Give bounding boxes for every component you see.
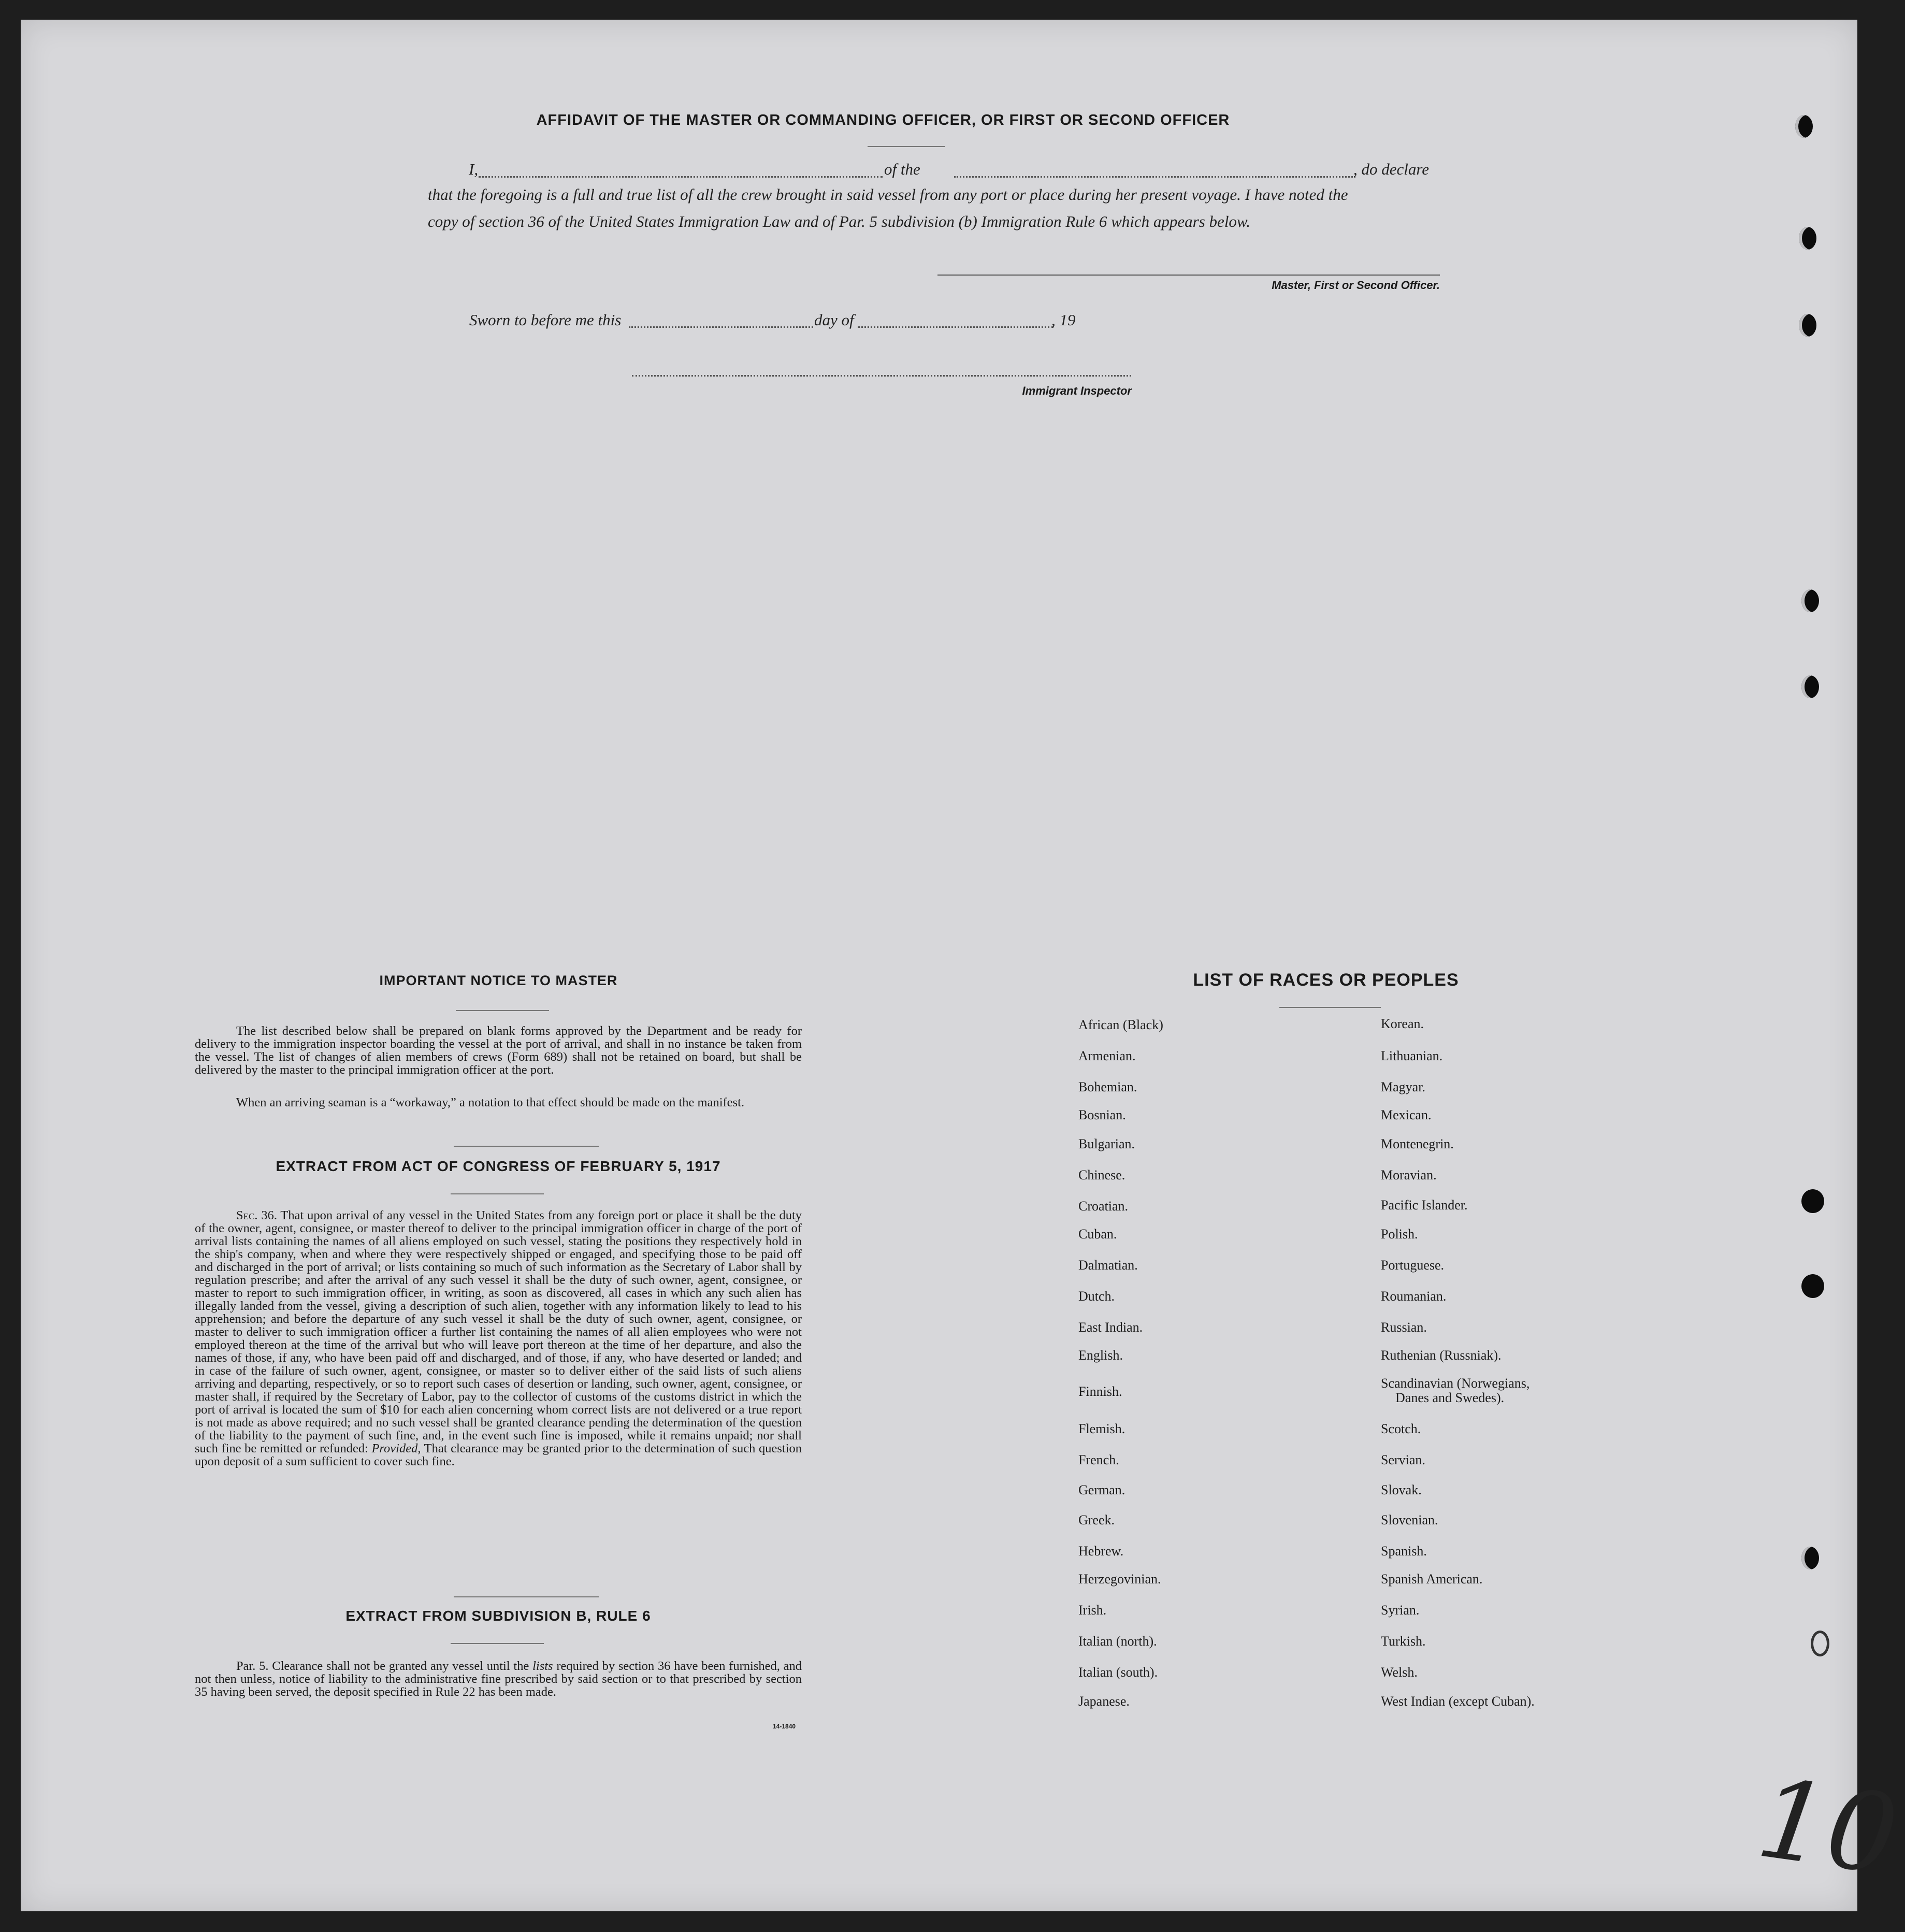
notice-paragraph-1: The list described below shall be prepared on blank forms approved by the Department and be ready for delivery to the immigration inspector boarding the vessel at the port of arrival, and shall in no instance be taken from the vessel. The list of changes of alien members of crews (Form 689) shall not be retained on board, but shall be delivered by the master to the principal immigration officer at the port. — [195, 1024, 802, 1077]
declarant-name-line — [479, 176, 883, 178]
declaration-line-3: copy of section 36 of the United States Immigration Law and of Par. 5 subdivision (b) Immigration Rule 6 which appears below. — [428, 212, 1251, 230]
race-item: Russian. — [1381, 1320, 1427, 1335]
race-item: Scotch. — [1381, 1421, 1421, 1436]
race-item: African (Black) — [1078, 1017, 1163, 1032]
rule-6-text — [195, 1660, 802, 1698]
master-signature-line — [937, 275, 1440, 276]
section-36-body: That upon arrival of any vessel in the United States from any foreign port or place it shall be the duty of the owner, agent, consignee, or master thereof to deliver to the principal immigration officer in charge of the port of arrival lists containing the names of all aliens employed on such vessel, stating the positions they respectively hold in the ship's company, when and where they were respectively shipped or engaged, and specifying those to be paid off and discharged in the port of arrival; or lists containing so much of such information as the Secretary of Labor shall by regulation prescribe; and after the arrival of any such vessel it shall be the duty of such owner, agent, consignee, or master to report to such immigration officer, in writing, as soon as discovered, all cases in which any such alien has illegally landed from the vessel, giving a description of such alien, together with any information likely to lead to his apprehension; and before the departure of any such vessel it shall be the duty of such owner, agent, consignee, or master to deliver to such immigration officer a further list containing the names of all alien employees who were not employed thereon at the time of the arrival but who will leave port thereon at the time of her departure, and also the names of those, if any, who have been paid off and discharged, and of those, if any, who have deserted or landed; and in case of the failure of such owner, agent, consignee, or master so to deliver either of the said lists of such aliens arriving and departing, respectively, or so to report such cases of desertion or landing, such owner, agent, consignee, or master shall, if required by the Secretary of Labor, pay to the collector of customs of the customs district in which the port of arrival is located the sum of $10 for each alien concerning whom correct lists are not delivered or a true report is not made as above required; and no such vessel shall be granted clearance pending the determination of the question of the liability to the payment of such fine, and, in the event such fine is imposed, while it remains unpaid; nor shall such fine be remitted or refunded: — [195, 1208, 802, 1455]
race-item: Magyar. — [1381, 1079, 1425, 1094]
race-item: Herzegovinian. — [1078, 1571, 1161, 1587]
sworn-label: Sworn to before me this — [469, 311, 622, 329]
races-title: LIST OF RACES OR PEOPLES — [1193, 970, 1459, 990]
race-item: Portuguese. — [1381, 1258, 1445, 1273]
race-item: Danes and Swedes). — [1395, 1390, 1505, 1405]
master-signature-label: Master, First or Second Officer. — [1272, 279, 1440, 292]
race-item: Italian (south). — [1078, 1665, 1158, 1680]
race-item: Greek. — [1078, 1512, 1115, 1527]
race-item: Montenegrin. — [1381, 1136, 1454, 1151]
form-number: 14-1840 — [773, 1723, 796, 1730]
binder-hole — [1799, 227, 1816, 250]
divider — [456, 1010, 549, 1011]
race-item: Scandinavian (Norwegians, — [1381, 1376, 1530, 1391]
race-item: Dalmatian. — [1078, 1258, 1138, 1273]
race-item: Ruthenian (Russniak). — [1381, 1348, 1502, 1363]
race-item: English. — [1078, 1348, 1123, 1363]
race-item: East Indian. — [1078, 1320, 1143, 1335]
race-item: Italian (north). — [1078, 1634, 1157, 1649]
inspector-signature-line — [632, 375, 1131, 377]
race-item: West Indian (except Cuban). — [1381, 1694, 1535, 1709]
sworn-day-line — [629, 326, 813, 328]
manifest-page — [21, 20, 1857, 1911]
page-number-mark: 10 — [1750, 1754, 1905, 1900]
binder-hole — [1811, 1631, 1829, 1656]
race-item: Finnish. — [1078, 1384, 1122, 1399]
notice-title: IMPORTANT NOTICE TO MASTER — [379, 973, 618, 988]
section-36-text — [195, 1209, 802, 1587]
sworn-month-line — [858, 326, 1053, 328]
race-item: Flemish. — [1078, 1421, 1125, 1436]
race-item: Spanish. — [1381, 1544, 1427, 1559]
race-item: Syrian. — [1381, 1603, 1420, 1618]
divider — [454, 1596, 599, 1597]
race-item: Bulgarian. — [1078, 1136, 1135, 1151]
race-item: Servian. — [1381, 1452, 1425, 1467]
section-36-end: That clearance may be granted prior to the determination of such question upon deposit of a sum sufficient to cover such fine. — [195, 1441, 802, 1468]
race-item: Turkish. — [1381, 1634, 1426, 1649]
binder-hole — [1801, 589, 1819, 612]
race-item: Hebrew. — [1078, 1544, 1124, 1559]
lists-word: lists — [532, 1659, 553, 1673]
race-item: Slovenian. — [1381, 1512, 1438, 1527]
race-item: Spanish American. — [1381, 1571, 1483, 1587]
race-item: French. — [1078, 1452, 1119, 1467]
race-item: Chinese. — [1078, 1167, 1125, 1183]
declarant-label: I, — [469, 160, 479, 178]
vessel-name-line — [954, 176, 1355, 178]
race-item: Dutch. — [1078, 1289, 1115, 1304]
binder-hole — [1801, 1274, 1824, 1298]
binder-hole — [1801, 1189, 1824, 1213]
divider — [868, 146, 945, 147]
section-label: Sec. 36. — [236, 1208, 277, 1222]
binder-hole — [1801, 1547, 1819, 1569]
divider — [451, 1193, 544, 1194]
race-item: Bosnian. — [1078, 1107, 1126, 1122]
act-extract-title: EXTRACT FROM ACT OF CONGRESS OF FEBRUARY 5, 1917 — [276, 1158, 721, 1174]
race-item: Roumanian. — [1381, 1289, 1447, 1304]
race-item: Welsh. — [1381, 1665, 1418, 1680]
day-of-label: day of — [814, 311, 854, 329]
binder-hole — [1801, 675, 1819, 698]
race-item: German. — [1078, 1482, 1125, 1497]
binder-hole — [1799, 314, 1816, 337]
rule-6-end: required by section 36 have been furnished, and not then unless, notice of liability to the administrative fine prescribed by said section or to that prescribed by section 35 having been served, the deposit specified in Rule 22 has been made. — [195, 1659, 802, 1699]
affidavit-title: AFFIDAVIT OF THE MASTER OR COMMANDING OFFICER, OR FIRST OR SECOND OFFICER — [536, 112, 1230, 128]
divider — [451, 1643, 544, 1644]
race-item: Bohemian. — [1078, 1079, 1137, 1094]
race-item: Cuban. — [1078, 1227, 1117, 1242]
inspector-label: Immigrant Inspector — [1022, 384, 1132, 397]
rule-extract-title: EXTRACT FROM SUBDIVISION B, RULE 6 — [345, 1608, 651, 1624]
rule-6-start: Par. 5. Clearance shall not be granted any vessel until the — [236, 1659, 529, 1673]
race-item: Croatian. — [1078, 1199, 1129, 1214]
race-item: Moravian. — [1381, 1167, 1437, 1183]
race-item: Mexican. — [1381, 1107, 1432, 1122]
declaration-line-2: that the foregoing is a full and true list of all the crew brought in said vessel from any port or place during her present voyage. I have noted the — [428, 185, 1348, 204]
race-item: Japanese. — [1078, 1694, 1130, 1709]
provided-word: Provided, — [371, 1441, 421, 1455]
race-item: Pacific Islander. — [1381, 1198, 1468, 1213]
year-label: , 19 — [1051, 311, 1076, 329]
declare-text: , do declare — [1353, 160, 1430, 178]
divider — [454, 1146, 599, 1147]
binder-hole — [1795, 115, 1813, 138]
race-item: Polish. — [1381, 1227, 1418, 1242]
notice-paragraph-2: When an arriving seaman is a “workaway,” a notation to that effect should be made on the manifest. — [236, 1095, 745, 1109]
race-item: Slovak. — [1381, 1482, 1422, 1497]
vessel-label: of the — [884, 160, 920, 178]
race-item: Lithuanian. — [1381, 1048, 1443, 1063]
race-item: Korean. — [1381, 1016, 1424, 1031]
race-item: Irish. — [1078, 1603, 1107, 1618]
divider — [1279, 1007, 1381, 1008]
race-item: Armenian. — [1078, 1048, 1136, 1063]
